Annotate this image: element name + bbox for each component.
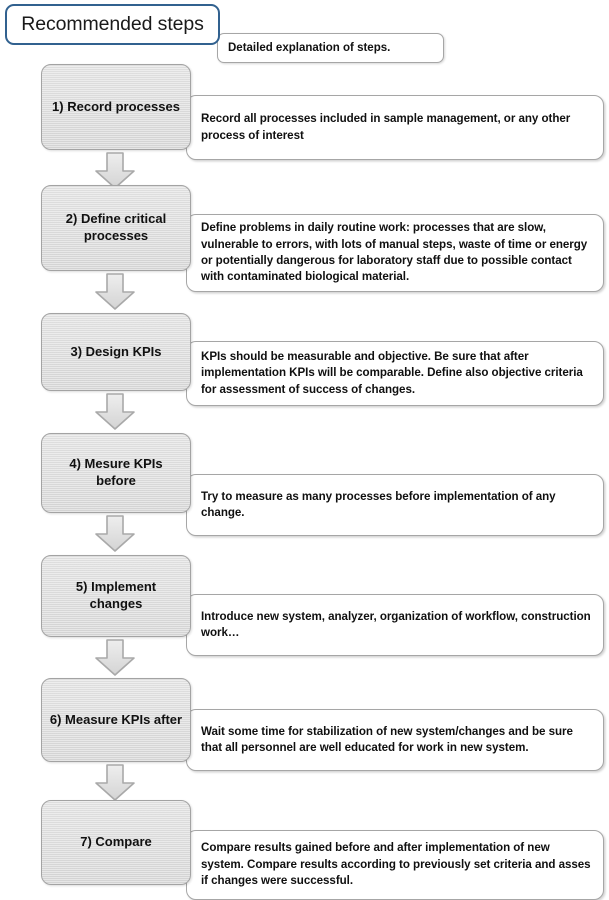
step-label: 1) Record processes [52, 98, 180, 114]
step-box-2[interactable] [41, 185, 191, 271]
step-box-6[interactable] [41, 678, 191, 762]
step-description-text: Introduce new system, analyzer, organization of workflow, construction work… [201, 609, 591, 639]
step-description-text: Try to measure as many processes before implementation of any change. [201, 489, 556, 519]
step-box-1[interactable] [41, 64, 191, 150]
step-description-text: Record all processes included in sample management, or any other process of interest [201, 112, 571, 142]
step-description-3 [186, 341, 604, 406]
page-title-label: Recommended steps [21, 13, 204, 35]
legend-label: Detailed explanation of steps. [228, 42, 391, 54]
step-label: 4) Mesure KPIs before [69, 456, 163, 488]
step-description-4 [186, 474, 604, 536]
step-box-4[interactable] [41, 433, 191, 513]
step-label: 6) Measure KPIs after [49, 711, 183, 727]
legend-callout [217, 33, 444, 63]
arrow-step2-to-step3 [94, 273, 136, 311]
step-box-7[interactable] [41, 800, 191, 885]
step-box-3[interactable] [41, 313, 191, 391]
step-description-6 [186, 709, 604, 771]
step-description-text: Wait some time for stabilization of new system/changes and be sure that all personnel are well educated for work in new system. [201, 724, 573, 754]
arrow-step6-to-step7 [94, 764, 136, 802]
page-title [5, 4, 220, 45]
step-box-5[interactable] [41, 555, 191, 637]
step-label: 7) Compare [80, 834, 152, 850]
step-description-5 [186, 594, 604, 656]
step-label: 3) Design KPIs [70, 343, 162, 359]
step-description-1 [186, 95, 604, 160]
step-description-text: Compare results gained before and after implementation of new system. Compare results according to previously set criteria and asses if changes were successful. [201, 841, 591, 888]
step-description-7 [186, 830, 604, 900]
step-description-text: KPIs should be measurable and objective. Be sure that after implementation KPIs will be comparable. Define also objective criteria for assessment of success of changes. [201, 349, 583, 396]
step-label: 5) Implement changes [75, 579, 157, 611]
step-description-2 [186, 214, 604, 292]
step-description-text: Define problems in daily routine work: processes that are slow, vulnerable to errors, with lots of manual steps, waste of time or energy or potentially dangerous for laboratory staff due to possible contact with contaminated biological material. [201, 221, 588, 284]
arrow-step5-to-step6 [94, 639, 136, 677]
arrow-step4-to-step5 [94, 515, 136, 553]
arrow-step3-to-step4 [94, 393, 136, 431]
step-label: 2) Define critical processes [65, 211, 167, 243]
